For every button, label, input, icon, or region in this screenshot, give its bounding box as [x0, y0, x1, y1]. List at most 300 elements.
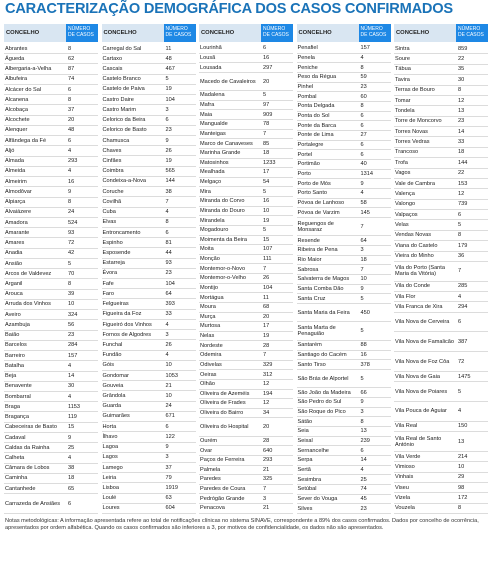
- table-row: [199, 370, 293, 380]
- concelho-name: Trofa: [395, 159, 408, 166]
- table-row: [394, 252, 488, 262]
- table-row: [4, 218, 98, 228]
- case-count: 8: [458, 505, 462, 512]
- concelho-name: Ribeira de Pena: [297, 247, 338, 254]
- concelho-name: Santo Tirso: [297, 361, 326, 368]
- table-row: [199, 380, 293, 390]
- table-row: [297, 417, 391, 427]
- case-count: 26: [263, 275, 270, 282]
- case-count: 68: [263, 304, 270, 311]
- table-row: [4, 187, 98, 197]
- concelho-name: Cantanhede: [5, 485, 36, 492]
- case-count: 4: [68, 168, 72, 175]
- case-count: 19: [263, 333, 270, 340]
- concelho-name: Arganil: [5, 281, 23, 287]
- table-row: [394, 432, 488, 452]
- case-count: 9: [360, 399, 364, 406]
- concelho-name: Portel: [297, 151, 313, 158]
- concelho-name: Santiago do Cacém: [297, 351, 347, 358]
- table-row: [102, 391, 196, 401]
- concelho-name: Cuba: [102, 209, 116, 216]
- case-count: 64: [360, 237, 367, 244]
- table-row: [297, 141, 391, 151]
- case-count: 93: [165, 260, 172, 267]
- case-count: 739: [458, 201, 468, 208]
- case-count: 640: [263, 447, 273, 454]
- concelho-name: Fafe: [102, 280, 114, 287]
- table-row: [394, 117, 488, 127]
- table-row: [297, 495, 391, 505]
- concelho-name: Montemor-o-Velho: [200, 275, 247, 282]
- table-row: [102, 75, 196, 85]
- table-row: [297, 485, 391, 495]
- concelho-name: Monção: [200, 256, 220, 263]
- case-count: 4: [68, 393, 72, 400]
- table-row: [102, 95, 196, 105]
- concelho-name: Ponte da Barca: [297, 122, 337, 129]
- table-row: [102, 167, 196, 177]
- table-row: [4, 474, 98, 484]
- concelho-name: Soure: [395, 56, 410, 63]
- case-count: 30: [68, 383, 75, 390]
- case-count: 5: [360, 375, 364, 382]
- concelho-name: Chamusca: [102, 137, 130, 144]
- table-row: [199, 332, 293, 342]
- column-header: [4, 24, 98, 42]
- concelho-name: Trancoso: [395, 149, 419, 156]
- case-count: 7: [458, 268, 462, 275]
- case-count: 36: [458, 253, 465, 260]
- table-row: [4, 392, 98, 402]
- case-count: 23: [360, 84, 367, 91]
- table-row: [297, 265, 391, 275]
- case-count: 10: [68, 301, 75, 308]
- table-row: [297, 160, 391, 170]
- table-row: [394, 220, 488, 230]
- table-row: [394, 231, 488, 241]
- table-row: [102, 320, 196, 330]
- concelho-name: Sintra: [395, 45, 410, 52]
- table-row: [4, 433, 98, 443]
- table-row: [102, 289, 196, 299]
- table-row: [394, 493, 488, 503]
- table-row: [4, 402, 98, 412]
- table-row: [102, 136, 196, 146]
- table-row: [4, 105, 98, 115]
- case-count: 18: [263, 150, 270, 157]
- case-count: 20: [263, 78, 270, 85]
- concelho-name: Vila Nova de Poiares: [395, 388, 448, 395]
- table-row: [297, 504, 391, 514]
- case-count: 30: [458, 76, 465, 83]
- table-row: [297, 388, 391, 398]
- concelho-name: Abrantes: [5, 45, 28, 52]
- concelho-name: Batalha: [5, 362, 24, 369]
- concelho-name: Torres Novas: [395, 128, 428, 135]
- concelho-name: Viana do Castelo: [395, 242, 438, 249]
- concelho-name: Oliveira do Hospital: [200, 424, 249, 431]
- case-count: 81: [165, 239, 172, 246]
- table-row: [102, 422, 196, 432]
- table-row: [4, 320, 98, 330]
- concelho-name: Vila Flor: [395, 293, 416, 300]
- concelho-name: Moita: [200, 246, 214, 253]
- column-header: [297, 24, 391, 42]
- concelho-name: Terras de Bouro: [395, 87, 435, 94]
- table-row: [394, 127, 488, 137]
- case-count: 172: [458, 495, 468, 502]
- case-count: 157: [68, 352, 78, 359]
- case-count: 194: [263, 390, 273, 397]
- case-count: 284: [68, 342, 78, 349]
- case-count: 20: [68, 117, 75, 124]
- case-count: 1053: [165, 372, 178, 379]
- case-count: 14: [360, 457, 367, 464]
- case-count: 74: [68, 76, 75, 83]
- concelho-name: Arruda dos Vinhos: [5, 301, 51, 308]
- concelho-name: Moimenta da Beira: [200, 236, 247, 243]
- table-row: [199, 197, 293, 207]
- table-row: [199, 361, 293, 371]
- table-row: [102, 504, 196, 514]
- concelho-name: Tondela: [395, 107, 415, 114]
- case-count: 325: [263, 476, 273, 483]
- case-count: 93: [68, 229, 75, 236]
- concelho-name: Amarante: [5, 229, 30, 236]
- case-count: 4: [165, 209, 169, 216]
- table-row: [102, 361, 196, 371]
- table-row: [297, 285, 391, 295]
- concelho-name: Oliveira de Frades: [200, 400, 246, 407]
- concelho-name: Horta: [102, 423, 117, 430]
- table-row: [199, 91, 293, 101]
- table-row: [394, 352, 488, 372]
- table-row: [297, 121, 391, 131]
- concelho-name: Lamego: [102, 464, 123, 471]
- case-count: 1153: [68, 403, 81, 410]
- concelho-name: Vila Verde: [395, 453, 421, 460]
- concelho-name: Lisboa: [102, 485, 119, 492]
- concelho-name: Cascais: [102, 66, 123, 73]
- methodological-notes: Notas metodológicas: A informação apresentada refere ao total de notificações clínicas no sistema SINAVE, correspondente a 89% dos casos confirmados. Dados por concelho de ocorrência, apresentados por ordem alfabética. Quando os casos confirmados são inferiores a 3, por motivos de confidencialidade, os dados não são apresentados.: [5, 518, 479, 532]
- table-row: [199, 226, 293, 236]
- case-count: 6: [165, 117, 169, 124]
- case-count: 3: [165, 454, 169, 461]
- table-row: [297, 92, 391, 102]
- concelho-name: Faro: [102, 290, 115, 297]
- table-row: [102, 494, 196, 504]
- table-row: [102, 483, 196, 493]
- case-count: 13: [360, 428, 367, 435]
- concelho-name: Penela: [297, 55, 315, 61]
- case-count: 4: [68, 362, 72, 369]
- case-count: 9: [68, 434, 72, 441]
- case-count: 18: [360, 257, 367, 264]
- case-count: 21: [165, 382, 172, 389]
- table-row: [199, 504, 293, 514]
- table-row: [199, 255, 293, 265]
- table-row: [199, 159, 293, 169]
- table-row: [394, 483, 488, 493]
- concelho-name: Caldas da Rainha: [5, 444, 50, 451]
- case-count: 66: [360, 389, 367, 396]
- concelho-name: Guarda: [102, 403, 122, 410]
- table-row: [199, 149, 293, 159]
- table-row: [4, 372, 98, 382]
- case-count: 6: [458, 211, 462, 218]
- concelho-name: Melgaço: [200, 179, 222, 186]
- table-row: [4, 464, 98, 474]
- table-row: [394, 200, 488, 210]
- concelho-name: Vimioso: [395, 463, 415, 470]
- case-count: 7: [263, 486, 267, 493]
- case-count: 4: [360, 55, 364, 61]
- table-row: [4, 453, 98, 463]
- case-count: 111: [263, 256, 272, 263]
- concelho-name: Seixal: [297, 437, 313, 444]
- concelho-name: Loures: [102, 505, 120, 512]
- case-count: 13: [458, 107, 465, 114]
- table-row: [297, 102, 391, 112]
- concelho-name: Aljó: [5, 147, 15, 154]
- table-row: [4, 351, 98, 361]
- table-row: [297, 236, 391, 246]
- concelho-name: Murça: [200, 313, 216, 320]
- case-count: 35: [458, 66, 465, 73]
- concelho-name: Sertã: [297, 466, 311, 473]
- page-title: CARACTERIZAÇÃO DEMOGRÁFICA DOS CASOS CONFIRMADOS: [5, 1, 453, 17]
- case-count: 3: [165, 106, 169, 113]
- case-count: 12: [263, 400, 270, 407]
- case-count: 8: [458, 232, 462, 239]
- header-numero-de-casos: NÚMERO DE CASOS: [359, 24, 391, 42]
- table-row: [199, 207, 293, 217]
- concelho-name: Santarém: [297, 342, 322, 349]
- case-count: 10: [165, 393, 172, 400]
- table-row: [4, 208, 98, 218]
- table-row: [394, 137, 488, 147]
- concelho-name: São João da Madeira: [297, 389, 351, 396]
- table-row: [199, 54, 293, 64]
- table-row: [394, 210, 488, 220]
- concelho-name: Leiria: [102, 474, 117, 481]
- concelho-name: Caminha: [5, 475, 28, 482]
- case-count: 44: [165, 249, 172, 256]
- table-row: [394, 189, 488, 199]
- case-count: 74: [360, 486, 367, 493]
- case-count: 6: [360, 122, 364, 129]
- case-count: 5: [360, 328, 364, 335]
- concelho-name: Viseu: [395, 484, 409, 491]
- case-count: 37: [165, 464, 172, 471]
- concelho-name: Beja: [5, 373, 17, 380]
- case-count: 859: [458, 45, 468, 52]
- table-row: [199, 216, 293, 226]
- case-count: 4: [458, 408, 462, 415]
- case-count: 1233: [263, 159, 276, 166]
- case-count: 122: [165, 433, 175, 440]
- concelho-name: Rio Maior: [297, 257, 322, 264]
- table-row: [199, 303, 293, 313]
- concelho-name: Seia: [297, 428, 309, 435]
- concelho-name: Lousã: [200, 54, 216, 61]
- concelho-name: Celorico de Basto: [102, 127, 147, 134]
- table-row: [199, 322, 293, 332]
- case-count: 9: [360, 286, 364, 293]
- table-column: [394, 24, 488, 514]
- table-row: [102, 279, 196, 289]
- concelho-name: Portalegre: [297, 142, 324, 149]
- table-row: [297, 466, 391, 476]
- case-count: 8: [68, 45, 72, 52]
- concelho-name: Mortágua: [200, 294, 224, 301]
- header-numero-de-casos: NÚMERO DE CASOS: [261, 24, 293, 42]
- table-row: [102, 146, 196, 156]
- case-count: 24: [165, 403, 172, 410]
- table-row: [394, 169, 488, 179]
- table-row: [4, 269, 98, 279]
- concelho-name: Cinfães: [102, 158, 122, 165]
- concelho-name: Sabrosa: [297, 266, 319, 273]
- concelho-name: Baião: [5, 332, 20, 339]
- table-row: [297, 294, 391, 304]
- table-row: [199, 63, 293, 73]
- concelho-name: Castelo Branco: [102, 76, 141, 83]
- case-count: 4: [68, 454, 72, 461]
- table-row: [297, 370, 391, 388]
- table-row: [102, 310, 196, 320]
- case-count: 1919: [165, 485, 178, 492]
- concelho-name: Câmara de Lobos: [5, 465, 50, 472]
- concelho-name: Oliveira de Azeméis: [200, 390, 250, 397]
- concelho-name: Serpa: [297, 457, 313, 464]
- header-concelho: CONCELHO: [394, 24, 456, 42]
- table-row: [394, 44, 488, 54]
- case-count: 150: [458, 423, 468, 430]
- concelho-name: Nordeste: [200, 342, 223, 349]
- column-header: [199, 24, 293, 42]
- concelho-name: Vinhais: [395, 474, 414, 481]
- table-row: [394, 422, 488, 432]
- table-row: [199, 130, 293, 140]
- case-count: 8: [360, 418, 364, 425]
- case-count: 6: [68, 500, 72, 507]
- concelho-name: Vila do Conde: [395, 283, 431, 290]
- concelho-name: Bragança: [5, 414, 29, 421]
- concelho-name: Castro Daire: [102, 96, 134, 103]
- table-row: [102, 126, 196, 136]
- table-row: [102, 269, 196, 279]
- case-count: 21: [263, 505, 270, 512]
- concelho-name: Póvoa de Varzim: [297, 209, 340, 216]
- case-count: 9: [360, 180, 364, 187]
- table-row: [102, 453, 196, 463]
- concelho-name: Ponta do Sol: [297, 113, 330, 120]
- header-numero-de-casos: NÚMERO DE CASOS: [456, 24, 488, 42]
- concelho-name: Sátão: [297, 418, 313, 425]
- table-row: [102, 412, 196, 422]
- case-count: 16: [263, 54, 270, 61]
- case-count: 324: [68, 311, 78, 318]
- concelho-name: Mirandela: [200, 217, 225, 224]
- case-count: 9: [68, 188, 72, 195]
- concelho-name: Porto de Mós: [297, 180, 331, 187]
- case-count: 23: [165, 270, 172, 277]
- table-row: [297, 246, 391, 256]
- case-count: 8: [458, 87, 462, 94]
- table-row: [199, 284, 293, 294]
- table-row: [297, 275, 391, 285]
- case-count: 8: [360, 64, 364, 71]
- table-row: [199, 178, 293, 188]
- concelho-name: Arcos de Valdevez: [5, 270, 52, 277]
- case-count: 5: [165, 76, 169, 83]
- concelho-name: Ílhavo: [102, 433, 118, 440]
- concelho-name: Ovar: [200, 447, 213, 454]
- table-row: [394, 382, 488, 402]
- case-count: 4: [165, 352, 169, 359]
- case-count: 25: [68, 444, 75, 451]
- table-row: [297, 446, 391, 456]
- case-count: 293: [263, 457, 273, 464]
- case-count: 5: [458, 388, 462, 395]
- case-count: 23: [165, 127, 172, 134]
- case-count: 6: [360, 142, 364, 149]
- table-row: [199, 245, 293, 255]
- case-count: 27: [360, 132, 367, 139]
- case-count: 6: [458, 319, 462, 326]
- case-count: 4: [458, 293, 462, 300]
- concelho-name: Oliveira do Bairro: [200, 410, 244, 417]
- case-count: 467: [165, 66, 175, 73]
- concelho-name: Vale de Cambra: [395, 180, 436, 187]
- concelho-name: Vila Nova de Gaia: [395, 373, 440, 380]
- concelho-name: Cartaxo: [102, 55, 123, 62]
- concelho-name: Benavente: [5, 383, 32, 390]
- table-row: [394, 65, 488, 75]
- table-row: [102, 197, 196, 207]
- table-row: [102, 299, 196, 309]
- table-row: [199, 399, 293, 409]
- concelho-name: Reguengos de Monsaraz: [297, 220, 334, 233]
- case-count: 3: [263, 495, 267, 502]
- table-row: [199, 73, 293, 91]
- case-count: 12: [263, 381, 270, 388]
- case-count: 11: [165, 45, 172, 52]
- concelho-name: Grândola: [102, 393, 126, 400]
- concelho-name: Vagos: [395, 170, 411, 177]
- table-row: [4, 136, 98, 146]
- table-column: [4, 24, 98, 514]
- concelho-name: Albufeira: [5, 76, 28, 83]
- table-row: [4, 157, 98, 167]
- table-row: [297, 83, 391, 93]
- table-row: [4, 146, 98, 156]
- table-row: [394, 106, 488, 116]
- table-row: [4, 167, 98, 177]
- case-count: 54: [263, 179, 270, 186]
- table-row: [102, 473, 196, 483]
- case-count: 157: [360, 45, 370, 52]
- case-count: 18: [458, 149, 465, 156]
- concelho-name: Lousada: [200, 64, 222, 71]
- table-row: [394, 372, 488, 382]
- table-row: [102, 351, 196, 361]
- case-count: 145: [360, 209, 370, 216]
- case-count: 87: [68, 66, 75, 73]
- concelho-name: Amadora: [5, 219, 28, 226]
- concelho-name: Torre de Moncorvo: [395, 118, 442, 125]
